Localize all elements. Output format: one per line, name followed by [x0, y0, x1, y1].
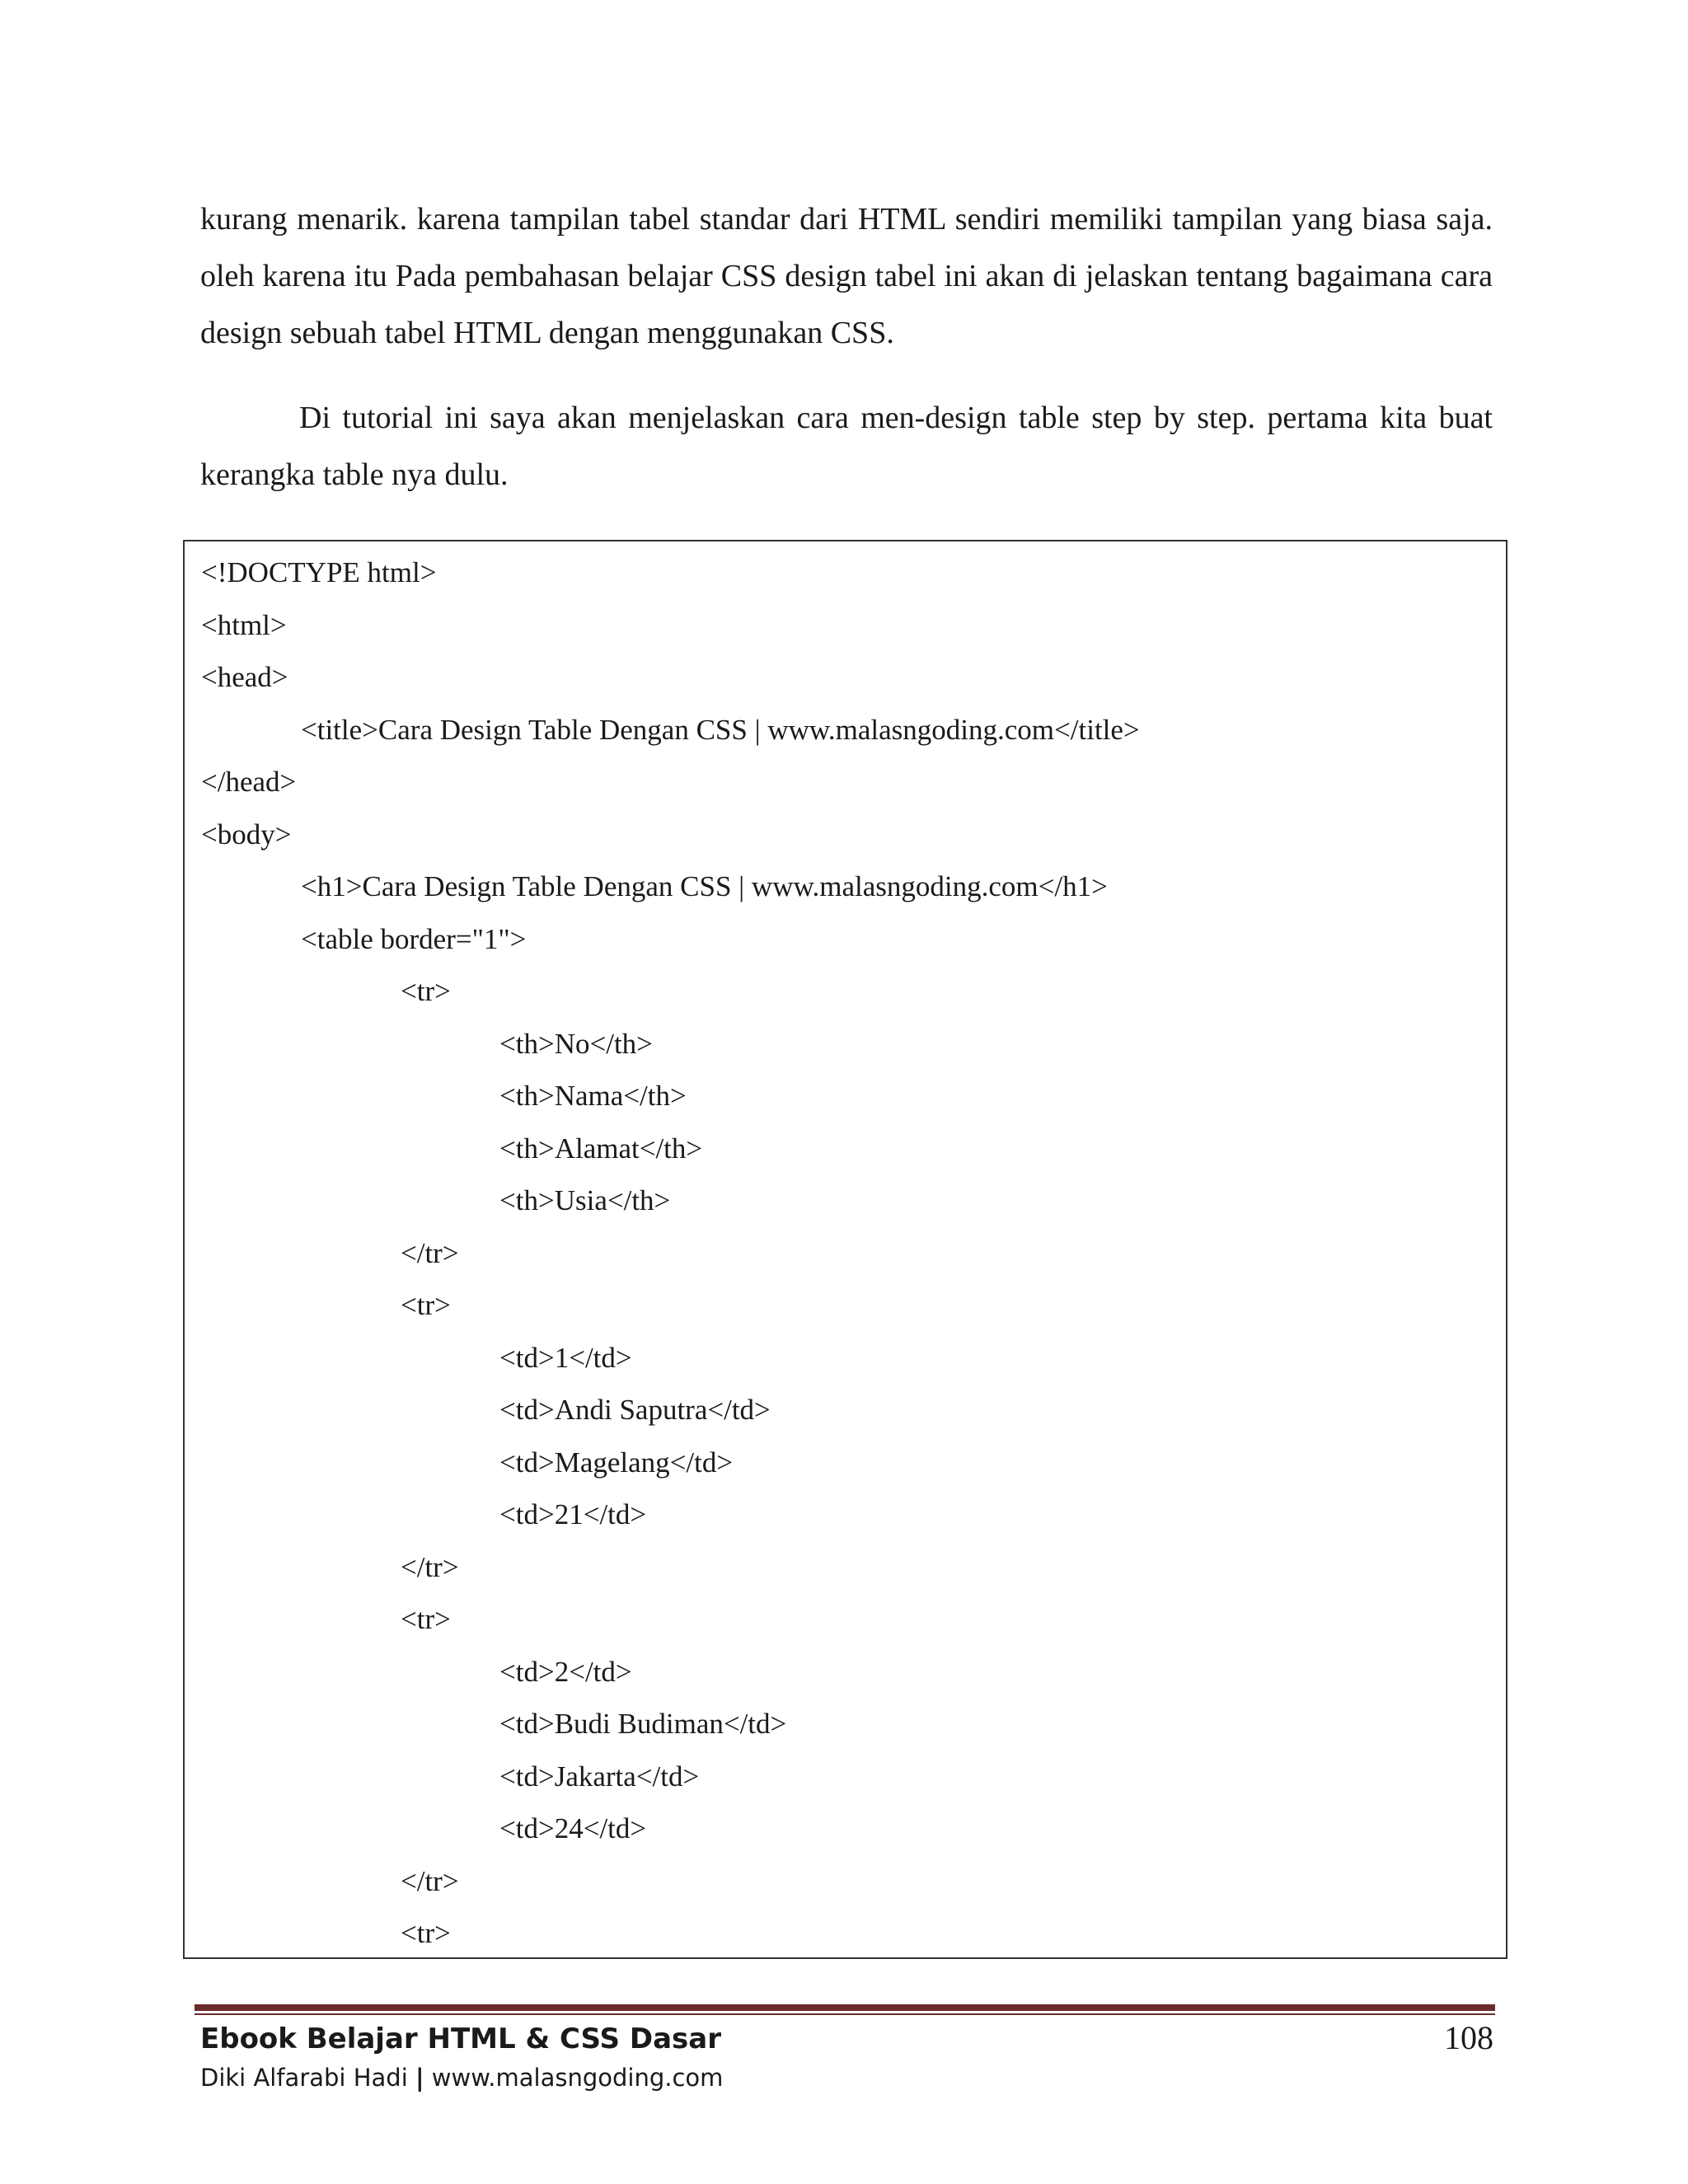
code-line: <html>	[201, 608, 287, 641]
code-line: <td>Budi Budiman</td>	[499, 1708, 787, 1740]
code-line: <body>	[201, 818, 292, 851]
code-line: <th>Alamat</th>	[499, 1132, 703, 1165]
footer-author-line	[200, 2061, 723, 2094]
footer-rule-thin	[195, 2013, 1495, 2015]
code-line: <td>2</td>	[499, 1655, 632, 1688]
paragraph-tutorial: Di tutorial ini saya akan menjelaskan cara men-design table step by step. pertama kita buat kerangka table nya dulu.	[200, 401, 1493, 492]
code-line: </tr>	[401, 1236, 459, 1269]
code-line: <tr>	[401, 1917, 451, 1949]
footer-book-title: Ebook Belajar HTML & CSS Dasar	[200, 2022, 721, 2055]
code-line: <title>Cara Design Table Dengan CSS | www.malasngoding.com</title>	[301, 713, 1140, 746]
code-line: <tr>	[401, 1289, 451, 1321]
code-line: <th>No</th>	[499, 1027, 653, 1060]
footer-separator: |	[415, 2064, 424, 2092]
code-line: <td>24</td>	[499, 1812, 647, 1844]
code-listing-box	[183, 540, 1507, 1959]
code-line: <tr>	[401, 975, 451, 1007]
code-line: <head>	[201, 661, 288, 693]
code-line: </head>	[201, 766, 297, 798]
footer-rule-thick	[195, 2004, 1495, 2011]
footer-website: www.malasngoding.com	[431, 2064, 724, 2092]
code-line: <td>Jakarta</td>	[499, 1760, 700, 1793]
code-line: <td>Andi Saputra</td>	[499, 1394, 771, 1426]
code-line: <!DOCTYPE html>	[201, 556, 437, 588]
code-line: </tr>	[401, 1550, 459, 1583]
code-line: <table border="1">	[301, 922, 527, 955]
footer-author-name: Diki Alfarabi Hadi	[200, 2064, 408, 2092]
code-line: <td>Magelang</td>	[499, 1446, 734, 1479]
code-line: <th>Nama</th>	[499, 1080, 687, 1112]
code-line: </tr>	[401, 1864, 459, 1897]
code-lines	[201, 546, 1140, 1959]
code-line: <th>Usia</th>	[499, 1184, 671, 1216]
page-number: 108	[1444, 2019, 1493, 2056]
code-line: <td>21</td>	[499, 1498, 647, 1530]
code-line: <td>1</td>	[499, 1341, 632, 1374]
paragraph-intro: kurang menarik. karena tampilan tabel standar dari HTML sendiri memiliki tampilan yang biasa saja. oleh karena itu Pada pembahasan belajar CSS design tabel ini akan di jelaskan tentang bagaimana cara design sebuah tabel HTML dengan menggunakan CSS.	[200, 202, 1493, 350]
body-text	[200, 191, 1493, 504]
code-line: <tr>	[401, 1603, 451, 1635]
code-line: <h1>Cara Design Table Dengan CSS | www.malasngoding.com</h1>	[301, 870, 1108, 902]
